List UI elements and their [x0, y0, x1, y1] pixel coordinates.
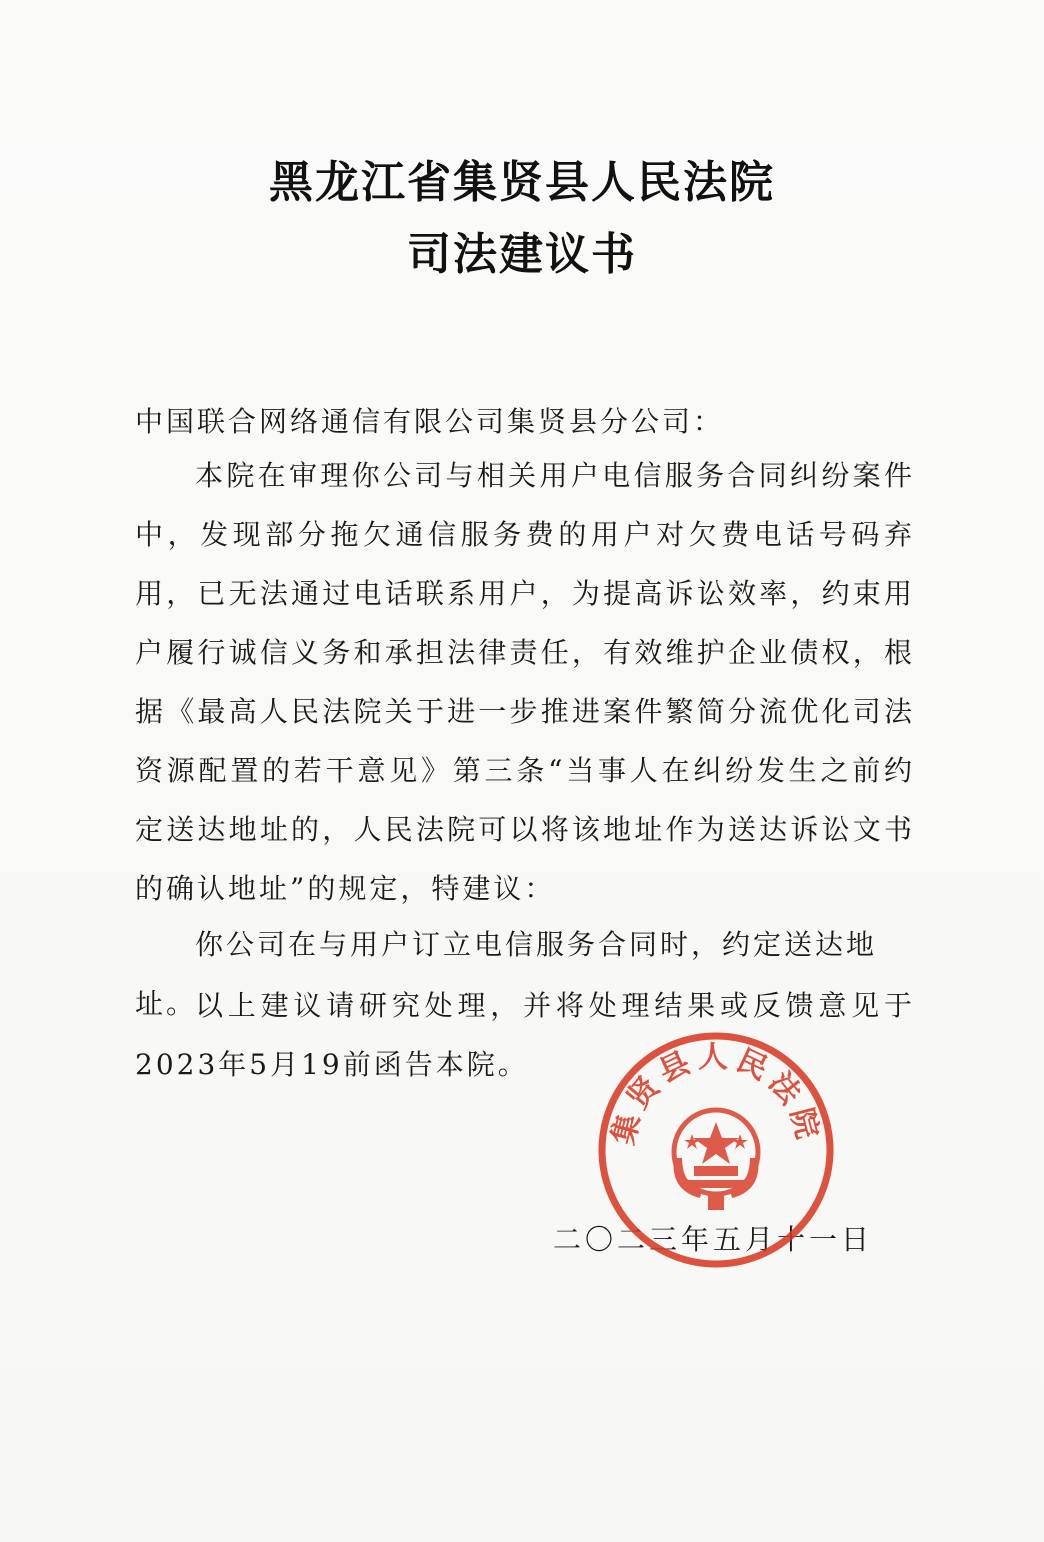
body-paragraph-2: 你公司在与用户订立电信服务合同时，约定送达地址。 — [135, 928, 878, 1020]
seal-text: 集贤县人民法院 — [605, 1040, 827, 1149]
document-title-court: 黑龙江省集贤县人民法院 — [269, 157, 775, 208]
body-paragraph-1: 本院在审理你公司与相关用户电信服务合同纠纷案件中，发现部分拖欠通信服务费的用户对欠费电话号码弃用，已无法通过电话联系用户，为提高诉讼效率，约束用户履行诚信义务和承担法律责任，有效维护企业债权，根据《最高人民法院关于进一步推进案件繁简分流优化司法资源配置的若干意见》第三条“当事人在纠纷发生之前约定送达地址的，人民法院可以将该地址作为送达诉讼文书的确认地址”的规定，特建议： — [135, 459, 915, 905]
document-date: 二〇二三年五月十一日 — [553, 1223, 874, 1256]
addressee: 中国联合网络通信有限公司集贤县分公司： — [135, 405, 725, 438]
national-emblem-icon — [674, 1110, 759, 1210]
court-seal-icon — [596, 1030, 836, 1270]
document-title-type: 司法建议书 — [407, 229, 637, 280]
body-paragraph-3: 以上建议请研究处理，并将处理结果或反馈意见于2023年5月19前函告本院。 — [135, 989, 915, 1081]
